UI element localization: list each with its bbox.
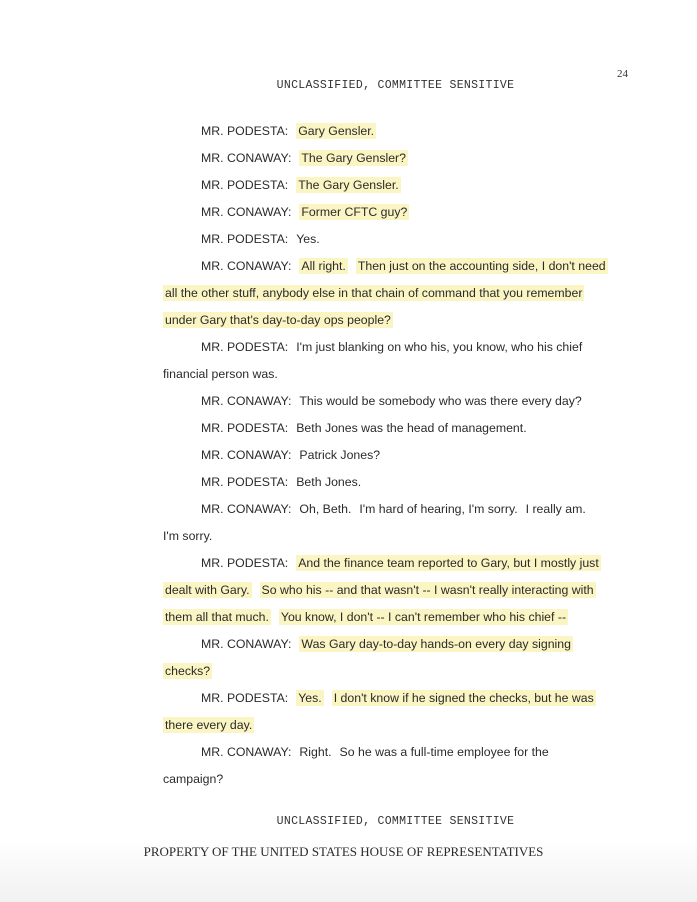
highlighted-text: all the other stuff, anybody else in that chain of command that you remember [165, 286, 583, 300]
transcript-line [163, 145, 623, 172]
speaker-label: MR. CONAWAY: [201, 205, 292, 219]
speaker-label: MR. PODESTA: [201, 124, 289, 138]
speaker-label: MR. PODESTA: [201, 178, 289, 192]
highlighted-text: dealt with Gary. [165, 583, 250, 597]
transcript-line [163, 469, 623, 496]
transcript-line [163, 604, 623, 631]
transcript-line [163, 523, 623, 550]
transcript-line [163, 550, 623, 577]
highlighted-text: under Gary that's day-to-day ops people? [165, 313, 391, 327]
spoken-text: I'm hard of hearing, I'm sorry. [359, 502, 518, 516]
highlighted-text: Then just on the accounting side, I don't need [357, 259, 606, 273]
highlighted-text: Was Gary day-to-day hands-on every day signing [301, 637, 571, 651]
spoken-text: I'm sorry. [163, 529, 213, 543]
highlighted-text: Former CFTC guy? [301, 205, 408, 219]
transcript-line [163, 388, 623, 415]
spoken-text: Beth Jones. [296, 475, 362, 489]
transcript-line [163, 712, 623, 739]
highlighted-text: there every day. [165, 718, 253, 732]
transcript-line [163, 199, 623, 226]
transcript-line [163, 577, 623, 604]
speaker-label: MR. CONAWAY: [201, 745, 292, 759]
highlighted-text: them all that much. [165, 610, 269, 624]
highlighted-text: The Gary Gensler. [298, 178, 399, 192]
highlighted-text: All right. [301, 259, 346, 273]
transcript-line [163, 226, 623, 253]
speaker-label: MR. PODESTA: [201, 232, 289, 246]
speaker-label: MR. CONAWAY: [201, 637, 292, 651]
speaker-label: MR. CONAWAY: [201, 151, 292, 165]
transcript-line [163, 118, 623, 145]
speaker-label: MR. CONAWAY: [201, 259, 292, 273]
header-classification-banner: UNCLASSIFIED, COMMITTEE SENSITIVE [276, 79, 515, 92]
transcript-line [163, 361, 623, 388]
footer-property-notice: PROPERTY OF THE UNITED STATES HOUSE OF REPRESENTATIVES [143, 844, 544, 859]
speaker-label: MR. PODESTA: [201, 421, 289, 435]
highlighted-text: You know, I don't -- I can't remember who his chief -- [280, 610, 567, 624]
transcript-line [163, 334, 623, 361]
spoken-text: I really am. [525, 502, 586, 516]
spoken-text: Oh, Beth. [299, 502, 352, 516]
highlighted-text: The Gary Gensler? [301, 151, 406, 165]
speaker-label: MR. PODESTA: [201, 691, 289, 705]
spoken-text: This would be somebody who was there every day? [299, 394, 582, 408]
spoken-text: Patrick Jones? [299, 448, 381, 462]
speaker-label: MR. CONAWAY: [201, 394, 292, 408]
page-number: 24 [617, 68, 628, 80]
transcript-line [163, 739, 623, 766]
transcript-line [163, 496, 623, 523]
transcript-line [163, 415, 623, 442]
highlighted-text: I don't know if he signed the checks, but he was [333, 691, 594, 705]
spoken-text: Yes. [296, 232, 320, 246]
speaker-label: MR. CONAWAY: [201, 502, 292, 516]
highlighted-text: Yes. [298, 691, 322, 705]
transcript-line [163, 631, 623, 658]
highlighted-text: checks? [165, 664, 211, 678]
spoken-text: Beth Jones was the head of management. [296, 421, 527, 435]
highlighted-text: So who his -- and that wasn't -- I wasn't really interacting with [261, 583, 594, 597]
transcript-line [163, 685, 623, 712]
transcript-line [163, 658, 623, 685]
spoken-text: financial person was. [163, 367, 278, 381]
transcript-line [163, 172, 623, 199]
highlighted-text: And the finance team reported to Gary, but I mostly just [298, 556, 599, 570]
spoken-text: Right. [299, 745, 332, 759]
transcript-line [163, 253, 623, 280]
spoken-text: So he was a full-time employee for the [339, 745, 549, 759]
speaker-label: MR. CONAWAY: [201, 448, 292, 462]
highlighted-text: Gary Gensler. [298, 124, 375, 138]
footer-classification-banner: UNCLASSIFIED, COMMITTEE SENSITIVE [276, 815, 515, 828]
spoken-text: campaign? [163, 772, 224, 786]
speaker-label: MR. PODESTA: [201, 475, 289, 489]
speaker-label: MR. PODESTA: [201, 340, 289, 354]
transcript-line [163, 307, 623, 334]
spoken-text: I'm just blanking on who his, you know, who his chief [296, 340, 583, 354]
transcript-body [163, 118, 623, 793]
transcript-line [163, 280, 623, 307]
transcript-line [163, 766, 623, 793]
transcript-line [163, 442, 623, 469]
speaker-label: MR. PODESTA: [201, 556, 289, 570]
